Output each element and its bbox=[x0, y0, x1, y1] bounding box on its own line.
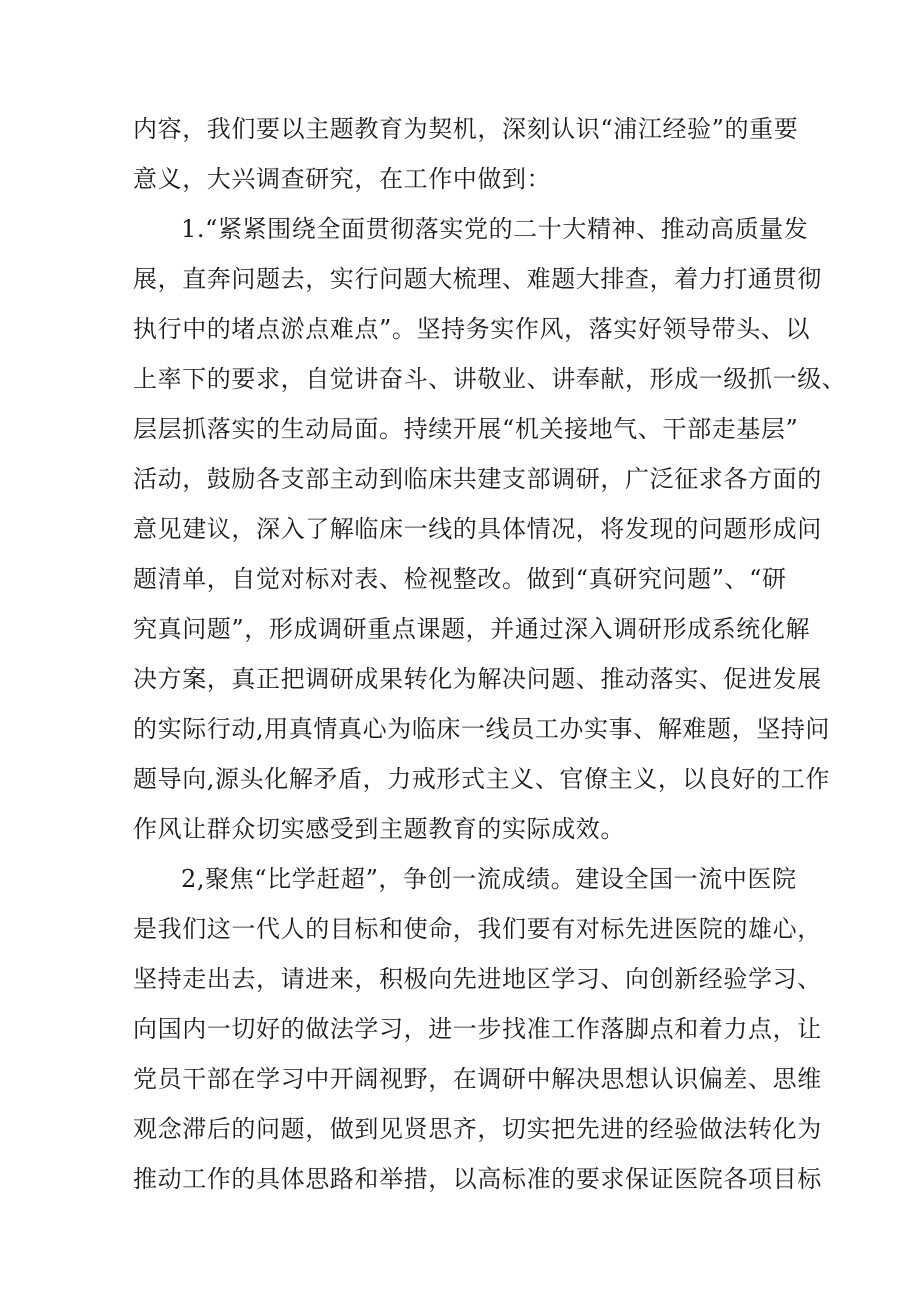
text-line: 意见建议，深入了解临床一线的具体情况，将发现的问题形成问 bbox=[133, 515, 822, 543]
text-line: 活动，鼓励各支部主动到临床共建支部调研，广泛征求各方面的 bbox=[133, 465, 822, 493]
text-line: 展，直奔问题去，实行问题大梳理、难题大排查，着力打通贯彻 bbox=[133, 265, 822, 293]
text-line: 内容，我们要以主题教育为契机，深刻认识“浦江经验”的重要 bbox=[133, 115, 799, 143]
text-line: 执行中的堵点淤点难点”。坚持务实作风，落实好领导带头、以 bbox=[133, 315, 811, 343]
text-line: 党员干部在学习中开阔视野，在调研中解决思想认识偏差、思维 bbox=[133, 1065, 822, 1093]
text-line: 题清单，自觉对标对表、检视整改。做到“真研究问题”、“研 bbox=[133, 565, 787, 593]
text-line: 层层抓落实的生动局面。持续开展“机关接地气、干部走基层” bbox=[133, 415, 799, 443]
paragraph-2-start: 2,聚焦“比学赶超”，争创一流成绩。建设全国一流中医院 bbox=[181, 865, 797, 893]
text-line: 推动工作的具体思路和举措，以高标准的要求保证医院各项目标 bbox=[133, 1165, 822, 1193]
text-line: 究真问题”，形成调研重点课题，并通过深入调研形成系统化解 bbox=[133, 615, 811, 643]
text-line: 决方案，真正把调研成果转化为解决问题、推动落实、促进发展 bbox=[133, 665, 822, 693]
text-line: 意义，大兴调查研究，在工作中做到： bbox=[133, 165, 552, 193]
text-line: 向国内一切好的做法学习，进一步找准工作落脚点和着力点，让 bbox=[133, 1015, 822, 1043]
text-line: 坚持走出去，请进来，积极向先进地区学习、向创新经验学习、 bbox=[133, 965, 822, 993]
text-line: 的实际行动,用真情真心为临床一线员工办实事、解难题，坚持问 bbox=[133, 715, 831, 743]
text-line: 题导向,源头化解矛盾，力戒形式主义、官僚主义，以良好的工作 bbox=[133, 765, 831, 793]
paragraph-1-start: 1.“紧紧围绕全面贯彻落实党的二十大精神、推动高质量发 bbox=[181, 215, 809, 243]
text-line: 是我们这一代人的目标和使命，我们要有对标先进医院的雄心， bbox=[133, 915, 822, 943]
text-line: 上率下的要求，自觉讲奋斗、讲敬业、讲奉献，形成一级抓一级、 bbox=[133, 365, 847, 393]
body-text bbox=[133, 104, 847, 1204]
text-line: 作风让群众切实感受到主题教育的实际成效。 bbox=[133, 815, 625, 843]
text-line: 观念滞后的问题，做到见贤思齐，切实把先进的经验做法转化为 bbox=[133, 1115, 822, 1143]
